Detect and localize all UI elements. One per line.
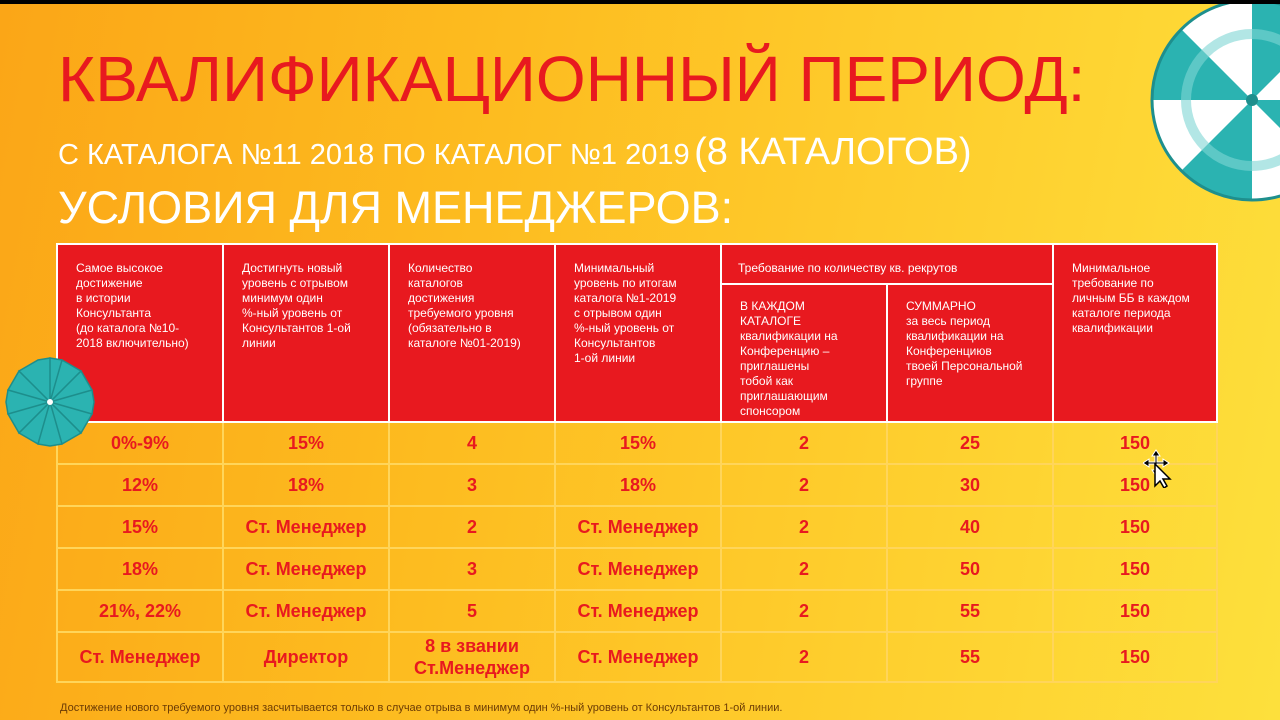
table-row xyxy=(57,464,1217,506)
header-min-level: Минимальный уровень по итогам каталога №1-2019 с отрывом один %-ный уровень от Консультантов 1-ой линии xyxy=(555,244,721,422)
table-cell: 15% xyxy=(223,422,389,464)
table-cell: 2 xyxy=(721,506,887,548)
beach-umbrella-icon xyxy=(1132,4,1280,231)
table-cell: Ст. Менеджер xyxy=(223,548,389,590)
table-cell: 18% xyxy=(223,464,389,506)
table-cell: 2 xyxy=(389,506,555,548)
table-cell: 55 xyxy=(887,590,1053,632)
table-cell: 0%-9% xyxy=(57,422,223,464)
table-row xyxy=(57,548,1217,590)
table-cell: 25 xyxy=(887,422,1053,464)
table-cell: 50 xyxy=(887,548,1053,590)
qualification-table xyxy=(56,243,1218,683)
table-cell: 2 xyxy=(721,590,887,632)
table-cell: 2 xyxy=(721,422,887,464)
header-min-personal-bb: Минимальное требование по личным ББ в каждом каталоге периода квалификации xyxy=(1053,244,1217,422)
period-range: С КАТАЛОГА №11 2018 ПО КАТАЛОГ №1 2019 xyxy=(58,139,690,171)
table-cell: 2 xyxy=(721,464,887,506)
table-cell: 8 в звании Ст.Менеджер xyxy=(389,632,555,682)
table-cell: 15% xyxy=(57,506,223,548)
table-row xyxy=(57,422,1217,464)
table-cell: 2 xyxy=(721,632,887,682)
section-title: УСЛОВИЯ ДЛЯ МЕНЕДЖЕРОВ: xyxy=(58,182,734,233)
table-cell: Директор xyxy=(223,632,389,682)
table-cell: 40 xyxy=(887,506,1053,548)
table-cell: 150 xyxy=(1053,590,1217,632)
table-cell: 4 xyxy=(389,422,555,464)
table-cell: 3 xyxy=(389,548,555,590)
table-cell: 15% xyxy=(555,422,721,464)
table-cell: Ст. Менеджер xyxy=(223,590,389,632)
footnote: Достижение нового требуемого уровня засчитывается только в случае отрыва в минимум один %-ный уровень от Консультантов 1-ой линии. xyxy=(60,702,783,714)
table-cell: 12% xyxy=(57,464,223,506)
table-cell: Ст. Менеджер xyxy=(555,506,721,548)
period-subtitle xyxy=(58,128,972,184)
header-catalog-count: Количество каталогов достижения требуемого уровня (обязательно в каталоге №01-2019) xyxy=(389,244,555,422)
table-cell: 150 xyxy=(1053,422,1217,464)
header-each-catalog: В КАЖДОМ КАТАЛОГЕ квалификации на Конференцию – приглашены тобой как приглашающим спонсором xyxy=(721,284,887,422)
table-header-row xyxy=(57,244,1217,284)
header-recruits-group: Требование по количеству кв. рекрутов xyxy=(721,244,1053,284)
table-cell: 18% xyxy=(555,464,721,506)
table-cell: 21%, 22% xyxy=(57,590,223,632)
table-cell: 150 xyxy=(1053,464,1217,506)
catalog-count: (8 КАТАЛОГОВ) xyxy=(694,131,972,173)
page-title: КВАЛИФИКАЦИОННЫЙ ПЕРИОД: xyxy=(58,43,1086,115)
table-cell: 3 xyxy=(389,464,555,506)
header-new-level: Достигнуть новый уровень с отрывом минимум один %-ный уровень от Консультантов 1-ой линии xyxy=(223,244,389,422)
table-row xyxy=(57,506,1217,548)
table-row xyxy=(57,590,1217,632)
header-highest-achievement: Самое высокое достижение в истории Консультанта (до каталога №10- 2018 включительно) xyxy=(57,244,223,422)
table-cell: 55 xyxy=(887,632,1053,682)
table-cell: 30 xyxy=(887,464,1053,506)
beach-umbrella-icon xyxy=(4,356,100,457)
table-cell: 18% xyxy=(57,548,223,590)
header-total: СУММАРНО за весь период квалификации на Конференциюв твоей Персональной группе xyxy=(887,284,1053,422)
slide xyxy=(0,4,1280,720)
table-cell: 2 xyxy=(721,548,887,590)
table-cell: Ст. Менеджер xyxy=(555,590,721,632)
table-cell: Ст. Менеджер xyxy=(555,632,721,682)
table-cell: 5 xyxy=(389,590,555,632)
move-cursor-icon xyxy=(1143,448,1173,493)
table-cell: 150 xyxy=(1053,506,1217,548)
table-cell: Ст. Менеджер xyxy=(57,632,223,682)
table-cell: Ст. Менеджер xyxy=(223,506,389,548)
table-row xyxy=(57,632,1217,682)
table-cell: Ст. Менеджер xyxy=(555,548,721,590)
table-cell: 150 xyxy=(1053,548,1217,590)
table-cell: 150 xyxy=(1053,632,1217,682)
